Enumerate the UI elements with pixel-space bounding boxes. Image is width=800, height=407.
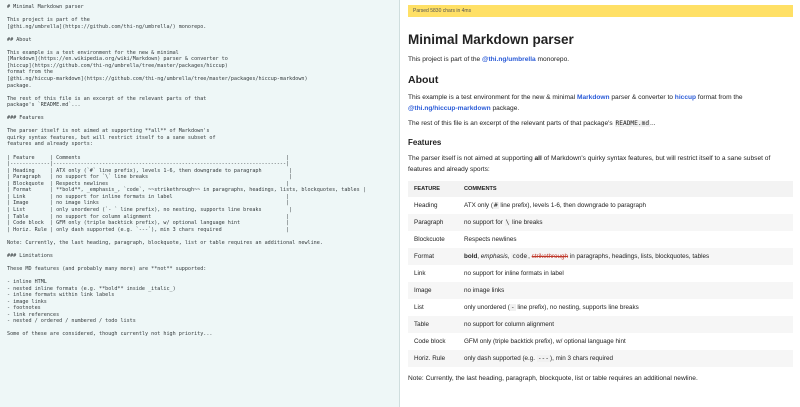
feature-cell: Link <box>414 270 426 277</box>
table-row <box>408 265 793 282</box>
comment-cell: no support for column alignment <box>458 316 793 333</box>
preview-pane <box>400 0 800 407</box>
table-row <box>408 197 793 214</box>
rest-paragraph <box>408 118 792 129</box>
comment-text: only dash supported (e.g. <box>464 355 537 362</box>
editor-line: | Link | no support for inline formats in label | <box>7 193 290 200</box>
editor-line: Note: Currently, the last heading, paragraph, blockquote, list or table requires an additional newline. <box>7 239 323 246</box>
comment-code: \ <box>505 219 510 226</box>
emphasis-sample: emphasis <box>480 253 508 260</box>
table-row <box>408 282 793 299</box>
comment-text: , <box>477 253 481 260</box>
about-text-4: package. <box>490 105 520 112</box>
editor-line: format from the <box>7 69 54 76</box>
feature-cell: Blockcuote <box>414 236 445 243</box>
editor-line: | Horiz. Rule | only dash supported (e.g. `---`), min 3 chars required | <box>7 226 290 233</box>
comment-text: ATX only ( <box>464 202 493 209</box>
editor-line: - nested / ordered / numbered / todo lists <box>7 318 136 325</box>
features-heading: Features <box>408 138 442 147</box>
editor-line: - footnotes <box>7 305 41 312</box>
editor-line: The parser itself is not aimed at supporting **all** of Markdown's <box>7 128 210 135</box>
table-row <box>408 333 793 350</box>
editor-line: - link references <box>7 311 60 318</box>
about-text-1: This example is a test environment for the new & minimal <box>408 94 577 101</box>
features-text-2: of Markdown's quirky syntax features, but will restrict itself to a sane subset of features and already sports: <box>408 155 771 173</box>
code-sample: code <box>512 253 528 260</box>
editor-line: | Format | **bold**, _emphasis_, `code`, ~~strikethrough~~ in paragraphs, headings, lists, blockquotes, tables | <box>7 187 366 194</box>
table-row <box>408 214 793 231</box>
editor-line: Some of these are considered, though currently not high priority... <box>7 331 213 338</box>
features-table <box>408 181 793 367</box>
comment-cell: no support for inline formats in label <box>464 270 564 277</box>
column-header-comments: COMMENTS <box>458 181 793 197</box>
intro-paragraph <box>408 54 792 65</box>
table-row <box>408 231 793 248</box>
bold-sample: bold <box>464 253 478 260</box>
comment-text: , <box>507 253 512 260</box>
table-row <box>408 248 793 265</box>
comment-text: , <box>528 253 532 260</box>
editor-line: [@thi.ng/umbrella](https://github.com/thi-ng/umbrella/) monorepo. <box>7 23 207 30</box>
about-paragraph <box>408 92 792 114</box>
umbrella-link[interactable]: @thi.ng/umbrella <box>482 56 536 63</box>
editor-line: [@thi.ng/hiccup-markdown](https://github.com/thi-ng/umbrella/tree/master/packages/hiccup-markdown) <box>7 76 308 83</box>
rest-suffix: ... <box>650 120 656 127</box>
features-bold: all <box>534 155 542 162</box>
column-header-feature: FEATURE <box>408 181 458 197</box>
feature-cell: Heading <box>414 202 438 209</box>
editor-line: | Paragraph | no support for `\` line breaks | <box>7 174 293 181</box>
feature-cell: Paragraph <box>408 214 458 231</box>
features-paragraph <box>408 153 792 175</box>
comment-text: no support for <box>464 219 505 226</box>
editor-line: | Table | no support for column alignment | <box>7 213 290 220</box>
editor-line: - nested inline formats (e.g. **bold** inside _italic_) <box>7 285 176 292</box>
editor-line: This project is part of the <box>7 17 90 24</box>
comment-text: line breaks <box>510 219 543 226</box>
editor-line: The rest of this file is an excerpt of the relevant parts of that <box>7 95 207 102</box>
editor-text[interactable] <box>7 4 393 338</box>
comment-text: line prefix), no nesting, supports line breaks <box>515 304 639 311</box>
status-bar: Parsed 5830 chars in 4ms <box>408 5 793 17</box>
comment-text: in paragraphs, headings, lists, blockquotes, tables <box>568 253 710 260</box>
editor-line: These MD features (and probably many more) are **not** supported: <box>7 265 207 272</box>
comment-code: # <box>493 202 498 209</box>
intro-suffix: monorepo. <box>535 56 570 63</box>
editor-line: | List | only unordered (`- ` line prefix), no nesting, supports line breaks | <box>7 206 293 213</box>
feature-cell: List <box>414 304 424 311</box>
comment-text: ), min 3 chars required <box>550 355 613 362</box>
about-heading: About <box>408 74 439 86</box>
table-row <box>408 350 793 367</box>
feature-cell: Horiz. Rule <box>408 350 458 367</box>
editor-line: |-------------|----------------------------------------------------------------------------| <box>7 161 290 168</box>
about-text-2: parser & converter to <box>609 94 675 101</box>
editor-line: - inline formats within link labels <box>7 292 115 299</box>
editor-line: package. <box>7 82 32 89</box>
intro-prefix: This project is part of the <box>408 56 483 63</box>
comment-text: only unordered ( <box>464 304 510 311</box>
editor-line: [hiccup](https://github.com/thi-ng/umbrella/tree/master/packages/hiccup) <box>7 62 228 69</box>
strikethrough-sample: strikethrough <box>531 253 569 260</box>
feature-cell: Format <box>408 248 458 265</box>
editor-line: - inline HTML <box>7 278 47 285</box>
editor-line: | Code block | GFM only (triple backtick prefix), w/ optional language hint | <box>7 220 290 227</box>
comment-cell <box>458 248 793 265</box>
table-header-row <box>408 181 793 197</box>
hiccup-link[interactable]: hiccup <box>674 94 697 101</box>
editor-line: [Markdown](https://en.wikipedia.org/wiki/Markdown) parser & converter to <box>7 56 228 63</box>
editor-line: quirky syntax features, but will restrict itself to a sane subset of <box>7 134 216 141</box>
readme-code: README.md <box>615 120 650 127</box>
editor-line: # Minimal Markdown parser <box>7 4 84 10</box>
note-paragraph: Note: Currently, the last heading, paragraph, blockquote, list or table requires an additional newline. <box>408 375 698 382</box>
editor-line: ### Features <box>7 115 44 122</box>
rest-prefix: The rest of this file is an excerpt of the relevant parts of that package's <box>408 120 615 127</box>
comment-text: line prefix), levels 1-6, then downgrade to paragraph <box>498 202 647 209</box>
comment-cell: no image links <box>458 282 793 299</box>
page-title: Minimal Markdown parser <box>408 32 574 47</box>
markdown-link[interactable]: Markdown <box>576 94 610 101</box>
hiccup-markdown-link[interactable]: @thi.ng/hiccup-markdown <box>408 105 491 112</box>
editor-line: ## About <box>7 36 32 43</box>
comment-cell: GFM only (triple backtick prefix), w/ optional language hint <box>464 338 626 345</box>
feature-cell: Code block <box>414 338 446 345</box>
comment-cell <box>458 197 793 214</box>
about-text-3: format from the <box>696 94 743 101</box>
comment-code: - <box>510 304 515 311</box>
editor-line: package's `README.md`... <box>7 102 81 109</box>
comment-cell: Respects newlines <box>464 236 517 243</box>
editor-line: | Heading | ATX only (`#` line prefix), levels 1-6, then downgrade to paragraph | <box>7 167 293 174</box>
comment-cell <box>458 350 793 367</box>
feature-cell: Table <box>408 316 458 333</box>
editor-line: | Blockquote | Respects newlines | <box>7 180 290 187</box>
comment-cell <box>458 299 793 316</box>
editor-line: | Image | no image links | <box>7 200 290 207</box>
editor-line: | Feature | Comments | <box>7 154 290 161</box>
table-row <box>408 316 793 333</box>
editor-line: features and already sports: <box>7 141 93 148</box>
comment-code: --- <box>537 355 549 362</box>
features-text-1: The parser itself is not aimed at supporting <box>408 155 535 162</box>
table-row <box>408 299 793 316</box>
feature-cell: Image <box>408 282 458 299</box>
editor-line: This example is a test environment for the new & minimal <box>7 49 179 56</box>
editor-line: ### Limitations <box>7 252 54 259</box>
comment-cell <box>458 214 793 231</box>
editor-line: - image links <box>7 298 47 305</box>
